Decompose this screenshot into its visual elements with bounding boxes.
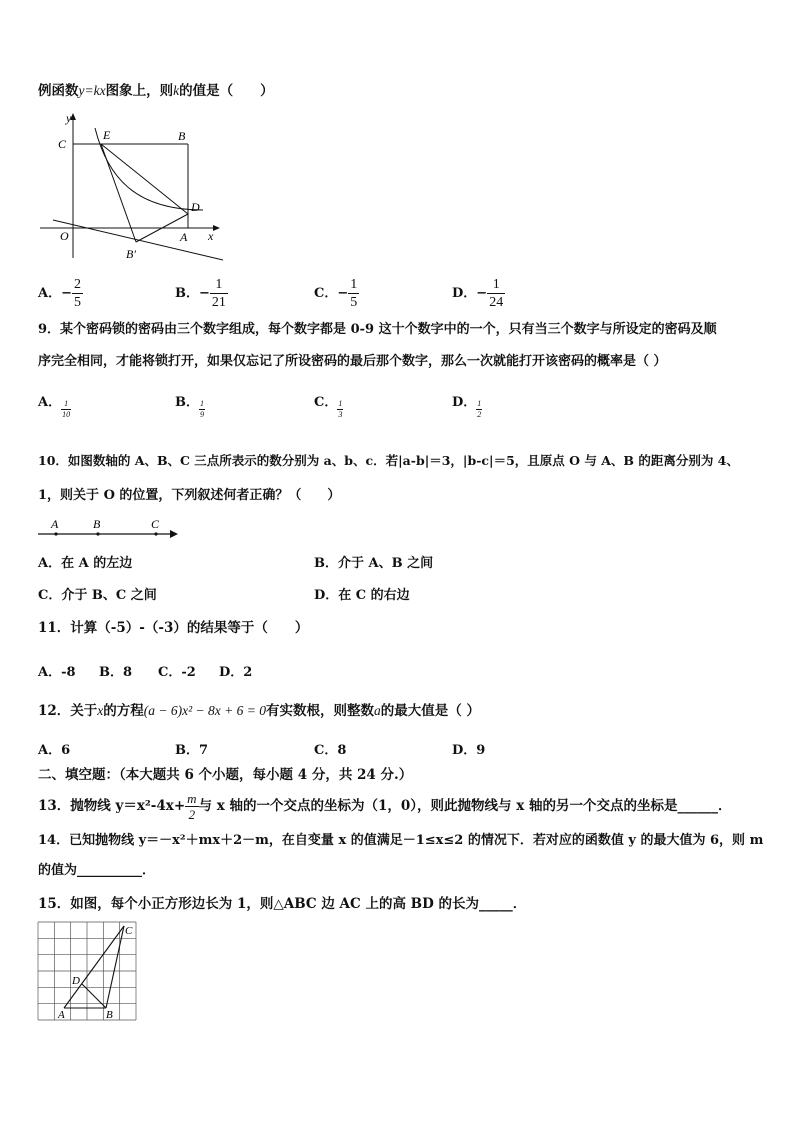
fraction bbox=[337, 399, 343, 420]
q12-prefix: 12．关于 bbox=[38, 703, 98, 719]
label-D: D bbox=[72, 975, 80, 987]
option-letter: C． bbox=[314, 395, 338, 410]
label-x: x bbox=[208, 229, 214, 243]
fraction bbox=[61, 399, 71, 420]
label-C: C bbox=[58, 137, 67, 151]
q10-option-c bbox=[38, 584, 157, 603]
hyperbola-curve bbox=[95, 128, 203, 210]
fraction bbox=[199, 399, 205, 420]
point-A bbox=[54, 532, 57, 535]
numerator: 1 bbox=[210, 276, 228, 294]
option-letter: A． bbox=[38, 665, 62, 680]
fraction bbox=[348, 276, 359, 311]
q8-stem-mid: 图象上，则 bbox=[105, 83, 174, 99]
q9-option-d bbox=[452, 385, 482, 420]
q8-stem bbox=[38, 82, 274, 100]
fraction bbox=[476, 399, 482, 420]
option-letter: D． bbox=[219, 665, 244, 680]
q12-stem bbox=[38, 702, 480, 720]
q11-option-b bbox=[99, 661, 132, 680]
label-Bp: B′ bbox=[126, 247, 136, 261]
label-A: A bbox=[51, 517, 59, 531]
q12-option-d bbox=[452, 739, 485, 758]
denominator: 21 bbox=[211, 295, 226, 310]
fraction bbox=[487, 276, 505, 311]
q8-option-b bbox=[175, 276, 228, 311]
numerator: 1 bbox=[477, 399, 482, 408]
point-C bbox=[154, 532, 157, 535]
minus-sign: − bbox=[61, 286, 72, 301]
label-A: A bbox=[180, 230, 188, 244]
q10-number-line bbox=[36, 516, 186, 542]
numerator: 1 bbox=[487, 276, 505, 294]
label-D: D bbox=[191, 200, 200, 214]
option-text: 8 bbox=[123, 665, 133, 680]
label-y: y bbox=[66, 111, 72, 125]
option-text: -2 bbox=[181, 665, 196, 680]
q10-line1: 10．如图数轴的 A、B、C 三点所表示的数分别为 a、b、c．若|a-b|＝3，|b-c|＝5，且原点 O 与 A、B 的距离分别为 4、 bbox=[38, 453, 739, 468]
denominator: 10 bbox=[62, 410, 71, 419]
denominator: 5 bbox=[350, 295, 358, 310]
denominator: 2 bbox=[477, 410, 482, 419]
q12-mid: 的方程 bbox=[103, 703, 144, 719]
q14-line1: 14．已知抛物线 y＝－x²＋mx＋2－m，在自变量 x 的值满足－1≤x≤2 的情况下．若对应的函数值 y 的最大值为 6，则 m bbox=[38, 833, 764, 848]
q11-option-a bbox=[38, 661, 76, 680]
q13-prefix: 13．抛物线 y＝x²-4x+ bbox=[38, 798, 186, 814]
option-letter: C． bbox=[314, 286, 338, 301]
denominator: 24 bbox=[489, 295, 504, 310]
label-O: O bbox=[60, 229, 69, 243]
denominator: 3 bbox=[338, 410, 343, 419]
q8-stem-k: k bbox=[173, 83, 180, 98]
numerator: 1 bbox=[61, 399, 71, 410]
q8-figure bbox=[38, 110, 228, 265]
q12-option-a bbox=[38, 739, 70, 758]
option-letter: B． bbox=[99, 665, 123, 680]
option-letter: B． bbox=[175, 395, 199, 410]
q13-fraction bbox=[185, 791, 198, 822]
q15-grid-figure bbox=[36, 920, 140, 1024]
q13-stem bbox=[38, 791, 731, 822]
q14-line2: 的值为__________． bbox=[38, 863, 156, 878]
option-letter: D． bbox=[452, 743, 477, 758]
segment-ED bbox=[101, 144, 188, 214]
option-letter: A． bbox=[38, 556, 62, 571]
label-B: B bbox=[93, 517, 101, 531]
option-letter: B． bbox=[175, 286, 199, 301]
option-letter: C． bbox=[158, 665, 182, 680]
x-axis-arrow bbox=[213, 225, 220, 231]
numerator: 1 bbox=[350, 277, 358, 292]
section-2-title: 二、填空题：（本大题共 6 个小题，每小题 4 分，共 24 分.） bbox=[38, 767, 413, 783]
q8-stem-suffix: 的值是（ ） bbox=[179, 83, 274, 99]
label-B: B bbox=[178, 129, 186, 143]
option-text: -8 bbox=[61, 665, 76, 680]
option-letter: C． bbox=[38, 588, 62, 603]
option-text: 7 bbox=[199, 743, 209, 758]
q12-var-x: x bbox=[97, 703, 104, 718]
option-letter: D． bbox=[452, 395, 477, 410]
label-B: B bbox=[106, 1009, 113, 1021]
label-C: C bbox=[151, 517, 160, 531]
line-through-O bbox=[53, 220, 223, 260]
q9-option-b bbox=[175, 385, 205, 420]
minus-sign: − bbox=[337, 286, 349, 301]
q9-line2: 序完全相同，才能将锁打开，如果仅忘记了所设密码的最后那个数字，那么一次就能打开该密码的概率是（ ） bbox=[38, 354, 667, 369]
q9-option-a bbox=[38, 385, 71, 420]
q11-stem: 11．计算（-5）-（-3）的结果等于（ ） bbox=[38, 620, 309, 636]
fraction bbox=[72, 276, 83, 311]
numerator: 1 bbox=[200, 399, 204, 408]
option-text: 2 bbox=[243, 665, 253, 680]
option-text: 6 bbox=[61, 743, 71, 758]
q10-line2: 1，则关于 O 的位置，下列叙述何者正确？（ ） bbox=[38, 488, 341, 503]
q12-option-b bbox=[175, 739, 208, 758]
option-letter: D． bbox=[452, 286, 477, 301]
q12-suffix: 的最大值是（ ） bbox=[380, 703, 480, 719]
q8-option-a bbox=[38, 276, 83, 311]
minus-sign: − bbox=[199, 286, 210, 301]
q12-after: 有实数根，则整数 bbox=[266, 703, 375, 719]
q8-stem-prefix: 例函数 bbox=[38, 83, 79, 99]
option-letter: A． bbox=[38, 395, 62, 410]
option-text: 在 A 的左边 bbox=[61, 556, 133, 571]
option-letter: B． bbox=[175, 743, 199, 758]
q12-option-c bbox=[314, 739, 346, 758]
q10-option-a bbox=[38, 552, 132, 571]
q8-option-d bbox=[452, 276, 505, 311]
denominator: 2 bbox=[188, 807, 196, 822]
q11-option-c bbox=[158, 661, 196, 680]
option-text: 8 bbox=[337, 743, 347, 758]
q10-option-b bbox=[314, 552, 433, 571]
q15-stem: 15．如图，每个小正方形边长为 1，则△ABC 边 AC 上的高 BD 的长为_____． bbox=[38, 896, 527, 912]
q12-var-a: a bbox=[374, 703, 381, 718]
fraction bbox=[210, 276, 228, 311]
numerator: 1 bbox=[338, 399, 343, 408]
q10-option-d bbox=[314, 584, 410, 603]
option-letter: A． bbox=[38, 743, 62, 758]
numerator: m bbox=[187, 791, 197, 806]
numerator: 2 bbox=[74, 277, 81, 292]
q9-line1: 9．某个密码锁的密码由三个数字组成，每个数字都是 0-9 这十个数字中的一个，只有当三个数字与所设定的密码及顺 bbox=[38, 322, 717, 337]
number-line-arrow bbox=[170, 530, 178, 538]
option-text: 在 C 的右边 bbox=[338, 588, 410, 603]
q8-option-c bbox=[314, 276, 359, 311]
q12-equation: (a − 6)x² − 8x + 6 = 0 bbox=[143, 703, 267, 718]
option-text: 介于 B、C 之间 bbox=[61, 588, 157, 603]
option-text: 9 bbox=[476, 743, 486, 758]
q9-option-c bbox=[314, 385, 343, 420]
option-letter: C． bbox=[314, 743, 338, 758]
denominator: 5 bbox=[74, 295, 81, 310]
denominator: 9 bbox=[200, 410, 204, 419]
minus-sign: − bbox=[476, 286, 488, 301]
point-B bbox=[96, 532, 99, 535]
option-text: 介于 A、B 之间 bbox=[338, 556, 434, 571]
q8-stem-math: y=kx bbox=[78, 83, 106, 98]
option-letter: A． bbox=[38, 286, 62, 301]
q13-suffix: 与 x 轴的一个交点的坐标为（1，0），则此抛物线与 x 轴的另一个交点的坐标是______． bbox=[198, 798, 732, 814]
label-C: C bbox=[125, 925, 133, 937]
q11-option-d bbox=[219, 661, 252, 680]
option-letter: B． bbox=[314, 556, 338, 571]
option-letter: D． bbox=[314, 588, 339, 603]
label-A: A bbox=[58, 1009, 65, 1021]
label-E: E bbox=[103, 128, 111, 142]
